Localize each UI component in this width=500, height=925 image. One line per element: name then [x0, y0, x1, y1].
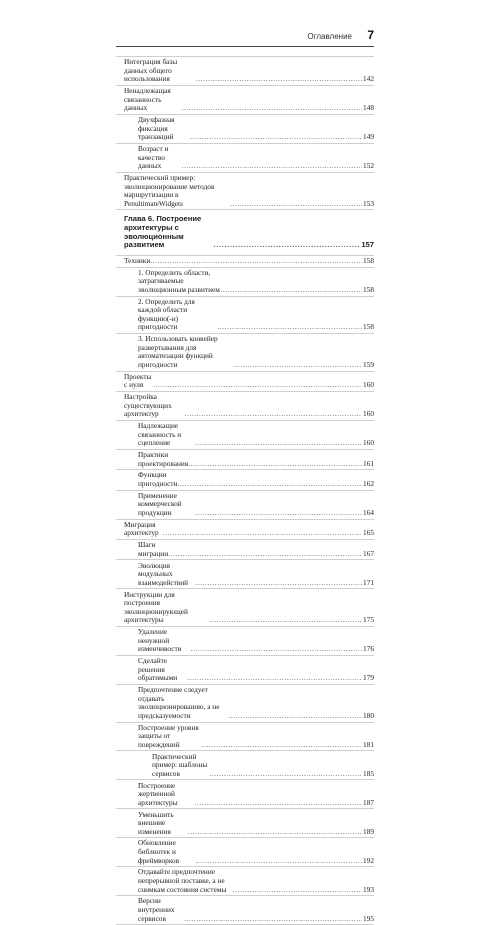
- dot-leader: [153, 381, 362, 390]
- toc-entry-title: Инструкции для построения эволюционирующей архитектуры: [124, 589, 188, 625]
- toc-entry-title: Интеграция базы данных общего использования: [124, 57, 178, 84]
- dot-leader: [182, 162, 362, 171]
- toc-entry-title: Шаги миграции: [138, 540, 169, 558]
- toc-entry: [116, 685, 374, 723]
- toc-entry-title: Сделайте решения обратимыми: [138, 656, 178, 683]
- toc-entry: [116, 627, 374, 656]
- toc-entry-page: 157: [361, 240, 374, 250]
- dot-leader: [195, 579, 362, 588]
- toc-entry-page: 193: [363, 884, 374, 894]
- toc-entry-page: 149: [363, 132, 374, 142]
- toc-entry-title: Миграция архитектур: [124, 519, 159, 538]
- toc-entry-page: 152: [363, 161, 374, 171]
- dot-leader: [233, 361, 362, 370]
- header-rule: [116, 46, 374, 47]
- toc-entry-page: 165: [363, 528, 374, 538]
- dot-leader: [185, 410, 363, 419]
- toc-entry-title: Практический пример: эволюционирование методов маршрутизации в PenultimateWidgets: [124, 172, 215, 208]
- toc-entry: [116, 656, 374, 685]
- toc-entry-title: Техники: [124, 255, 151, 265]
- toc-entry: [116, 520, 374, 540]
- toc-entry-title: Ненадлежащая связанность данных: [124, 86, 171, 113]
- toc-entry-page: 142: [363, 74, 374, 84]
- toc-entry-title: Возраст и качество данных: [138, 144, 169, 171]
- toc-entry: [116, 372, 374, 392]
- toc-entry-title: Применение коммерческой продукции: [138, 490, 182, 518]
- toc-entry-title: Построение жертвенной архитектуры: [138, 780, 178, 807]
- toc-entry-title: Построение уровня защиты от повреждений: [138, 722, 199, 749]
- toc-entry: [116, 86, 374, 115]
- dot-leader: [230, 200, 362, 209]
- toc-entry-page: 161: [363, 458, 374, 468]
- toc-entry-page: 185: [363, 768, 374, 778]
- dot-leader: [150, 257, 362, 266]
- toc-entry-page: 158: [363, 284, 374, 294]
- toc-entry-page: 153: [363, 198, 374, 208]
- toc-entry-title: Удаление ненужной изменчивости: [138, 627, 182, 654]
- toc-entry-page: 180: [363, 710, 374, 720]
- toc-entry-title: Практический пример: шаблоны сервисов: [152, 751, 208, 778]
- dot-leader: [214, 241, 361, 250]
- dot-leader: [210, 616, 363, 625]
- table-of-contents: [116, 56, 374, 925]
- toc-entry-title: Обновление библиотек и фреймворков: [138, 838, 180, 865]
- toc-entry-title: 2. Определить для каждой области функцию(-и) пригодности: [138, 296, 195, 332]
- toc-entry-title: Эволюция модульных взаимодействий: [138, 560, 189, 587]
- toc-entry: [116, 867, 374, 896]
- toc-entry-title: Проекты с нуля: [124, 371, 152, 390]
- toc-entry-title: Отдавайте предпочтение непрерывной поставке, а не снимкам состояния системы: [138, 867, 227, 894]
- dot-leader: [191, 645, 362, 654]
- dot-leader: [188, 828, 362, 837]
- dot-leader: [168, 550, 362, 559]
- toc-entry-title: Версии внутренних сервисов: [138, 896, 175, 923]
- toc-entry: [116, 589, 374, 627]
- dot-leader: [184, 915, 362, 924]
- dot-leader: [228, 712, 362, 721]
- toc-entry: [116, 450, 374, 470]
- toc-entry-title: Надлежащие связанность и сцепление: [138, 421, 182, 448]
- toc-entry-title: Практики проектирования: [138, 450, 189, 468]
- toc-entry-page: 181: [363, 739, 374, 749]
- dot-leader: [209, 770, 362, 779]
- toc-entry-page: 189: [363, 826, 374, 836]
- toc-entry-title: Настройка существующих архитектур: [124, 392, 172, 419]
- toc-entry-page: 160: [363, 409, 374, 419]
- dot-leader: [188, 460, 362, 469]
- toc-entry-page: 192: [363, 855, 374, 865]
- toc-entry: [116, 144, 374, 173]
- toc-entry-title: Двухфазная фиксация транзакций: [138, 115, 175, 142]
- toc-entry-title: 1. Определить области, затрагиваемые эволюционным развитием: [138, 267, 220, 294]
- toc-entry-page: 171: [363, 577, 374, 587]
- dot-leader: [190, 133, 362, 142]
- toc-entry-title: Уменьшить внешние изменения: [138, 809, 174, 836]
- toc-entry-page: 179: [363, 673, 374, 683]
- toc-entry-page: 167: [363, 548, 374, 558]
- toc-entry-page: 159: [363, 360, 374, 369]
- toc-entry: [116, 723, 374, 752]
- toc-entry-page: 158: [363, 255, 374, 265]
- toc-entry-page: 158: [363, 322, 374, 332]
- dot-leader: [195, 439, 362, 448]
- dot-leader: [196, 857, 363, 866]
- toc-entry: [116, 896, 374, 925]
- toc-entry: [116, 115, 374, 144]
- toc-entry: [116, 809, 374, 838]
- dot-leader: [202, 741, 362, 750]
- dot-leader: [194, 799, 362, 808]
- toc-entry: [116, 421, 374, 450]
- toc-entry: [116, 780, 374, 809]
- toc-entry-page: 148: [363, 103, 374, 113]
- toc-entry: [116, 491, 374, 520]
- toc-entry-page: 164: [363, 508, 374, 518]
- toc-entry-page: 195: [363, 913, 374, 923]
- toc-entry: [116, 297, 374, 335]
- toc-entry-title: Глава 6. Построение архитектуры с эволюционным развитием: [124, 214, 202, 250]
- toc-entry-page: 175: [363, 615, 374, 625]
- toc-entry: [116, 838, 374, 867]
- toc-entry-title: 3. Использовать конвейер развертывания для автоматизации функций пригодности: [138, 334, 218, 369]
- toc-entry: [116, 57, 374, 86]
- toc-chapter-entry: [116, 210, 374, 255]
- dot-leader: [187, 674, 362, 683]
- toc-entry: [116, 470, 374, 490]
- toc-entry: [116, 392, 374, 421]
- dot-leader: [195, 509, 362, 518]
- toc-entry-title: Функции пригодности: [138, 470, 178, 489]
- running-title: Оглавление: [307, 32, 352, 41]
- toc-entry-page: 160: [363, 380, 374, 390]
- toc-entry: [116, 334, 374, 372]
- page-header: [116, 30, 374, 46]
- toc-entry-page: 160: [363, 438, 374, 448]
- toc-entry-page: 162: [363, 479, 374, 489]
- page-number: 7: [367, 28, 374, 42]
- dot-leader: [233, 886, 362, 895]
- toc-entry: [116, 173, 374, 211]
- toc-entry-page: 176: [363, 644, 374, 654]
- toc-entry: [116, 540, 374, 560]
- toc-entry: [116, 268, 374, 297]
- dot-leader: [177, 480, 362, 489]
- toc-entry-page: 187: [363, 797, 374, 807]
- toc-entry: [116, 256, 374, 268]
- dot-leader: [182, 104, 363, 113]
- dot-leader: [217, 323, 362, 332]
- dot-leader: [220, 286, 362, 295]
- toc-entry: [116, 751, 374, 780]
- toc-entry-title: Предпочтение следует отдавать эволюционированию, а не предсказуемости: [138, 685, 220, 720]
- dot-leader: [196, 75, 362, 84]
- dot-leader: [163, 529, 362, 538]
- toc-entry: [116, 560, 374, 589]
